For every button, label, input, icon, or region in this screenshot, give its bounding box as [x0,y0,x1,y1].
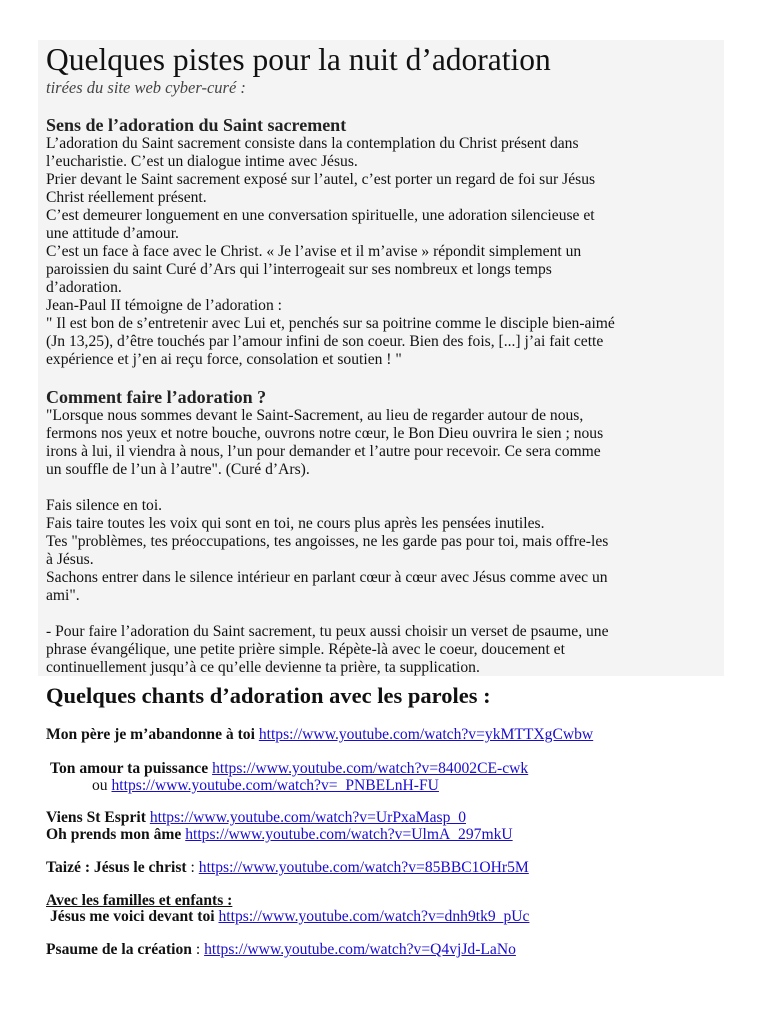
song-item [46,809,466,827]
song-link[interactable]: https://www.youtube.com/watch?v=_PNBELnH-FU [111,777,439,794]
song-link[interactable]: https://www.youtube.com/watch?v=85BBC1OHr5M [198,859,529,876]
song-link[interactable]: https://www.youtube.com/watch?v=ykMTTXgCwbw [258,726,594,743]
text-line: Tes "problèmes, tes préoccupations, tes angoisses, ne les garde pas pour toi, mais offre-les [46,533,609,550]
text-line: expérience et j’en ai reçu force, consolation et soutien ! " [46,351,402,368]
song-item [46,826,513,844]
song-link[interactable]: https://www.youtube.com/watch?v=Q4vjJd-LaNo [204,941,516,958]
text-line: un souffle de l’un à l’autre". (Curé d’Ars). [46,461,310,478]
song-item-alt [46,777,439,795]
song-item [46,726,593,744]
text-line: C’est un face à face avec le Christ. « Je l’avise et il m’avise » répondit simplement un [46,243,582,260]
song-title: Mon père je m’abandonne à toi [46,726,255,743]
song-item [46,908,529,926]
page-subtitle: tirées du site web cyber-curé : [46,78,246,97]
text-line: Fais silence en toi. [46,497,163,514]
text-line: Christ réellement présent. [46,189,207,206]
text-line: Prier devant le Saint sacrement exposé sur l’autel, c’est porter un regard de foi sur Jésus [46,171,596,188]
or-label: ou [92,777,108,794]
section-body-comment [46,407,736,677]
song-item [46,941,516,959]
song-link[interactable]: https://www.youtube.com/watch?v=UrPxaMasp_0 [149,809,466,826]
page-title: Quelques pistes pour la nuit d’adoration [46,42,551,77]
song-title: Ton amour ta puissance [50,760,209,777]
text-line: ami". [46,587,80,604]
song-title: Psaume de la création [46,941,192,958]
text-line: Fais taire toutes les voix qui sont en toi, ne cours plus après les pensées inutiles. [46,515,545,532]
text-line: fermons nos yeux et notre bouche, ouvrons notre cœur, le Bon Dieu ouvrira le sien ; nous [46,425,604,442]
text-line: à Jésus. [46,551,94,568]
song-item [46,859,529,877]
song-title: Taizé : Jésus le christ [46,859,187,876]
song-title: Viens St Esprit [46,809,146,826]
song-title: Jésus me voici devant toi [50,908,215,925]
text-line: d’adoration. [46,279,122,296]
text-line: phrase évangélique, une petite prière simple. Répète-là avec le coeur, doucement et [46,641,565,658]
text-line: "Lorsque nous sommes devant le Saint-Sacrement, au lieu de regarder autour de nous, [46,407,584,424]
families-heading: Avec les familles et enfants : [46,892,233,909]
text-line: " Il est bon de s’entretenir avec Lui et, penchés sur sa poitrine comme le disciple bien-aimé [46,315,615,332]
text-line: Jean-Paul II témoigne de l’adoration : [46,297,282,314]
separator: : [186,859,199,876]
section-heading-comment: Comment faire l’adoration ? [46,387,267,407]
text-line: L’adoration du Saint sacrement consiste dans la contemplation du Christ présent dans [46,135,579,152]
text-line: Sachons entrer dans le silence intérieur en parlant cœur à cœur avec Jésus comme avec un [46,569,608,586]
song-link[interactable]: https://www.youtube.com/watch?v=dnh9tk9_pUc [218,908,530,925]
song-link[interactable]: https://www.youtube.com/watch?v=84002CE-cwk [212,760,529,777]
song-link[interactable]: https://www.youtube.com/watch?v=UlmA_297mkU [185,826,513,843]
section-body-sens [46,135,736,369]
text-line: continuellement jusqu’à ce qu’elle devienne ta prière, ta supplication. [46,659,480,676]
text-line: irons à lui, il viendra à nous, l’un pour demander et l’autre pour recevoir. Ce sera comme [46,443,601,460]
text-line: C’est demeurer longuement en une conversation spirituelle, une adoration silencieuse et [46,207,595,224]
song-item [46,760,528,778]
song-title: Oh prends mon âme [46,826,182,843]
text-line: - Pour faire l’adoration du Saint sacrement, tu peux aussi choisir un verset de psaume, une [46,623,609,640]
text-line: l’eucharistie. C’est un dialogue intime avec Jésus. [46,153,358,170]
songs-heading: Quelques chants d’adoration avec les paroles : [46,683,491,708]
text-line: une attitude d’amour. [46,225,179,242]
text-line: paroissien du saint Curé d’Ars qui l’interrogeait sur ses nombreux et longs temps [46,261,552,278]
text-line: (Jn 13,25), d’être touchés par l’amour infini de son coeur. Bien des fois, [...] j’ai fait cette [46,333,604,350]
separator: : [191,941,205,958]
section-heading-sens: Sens de l’adoration du Saint sacrement [46,115,347,135]
